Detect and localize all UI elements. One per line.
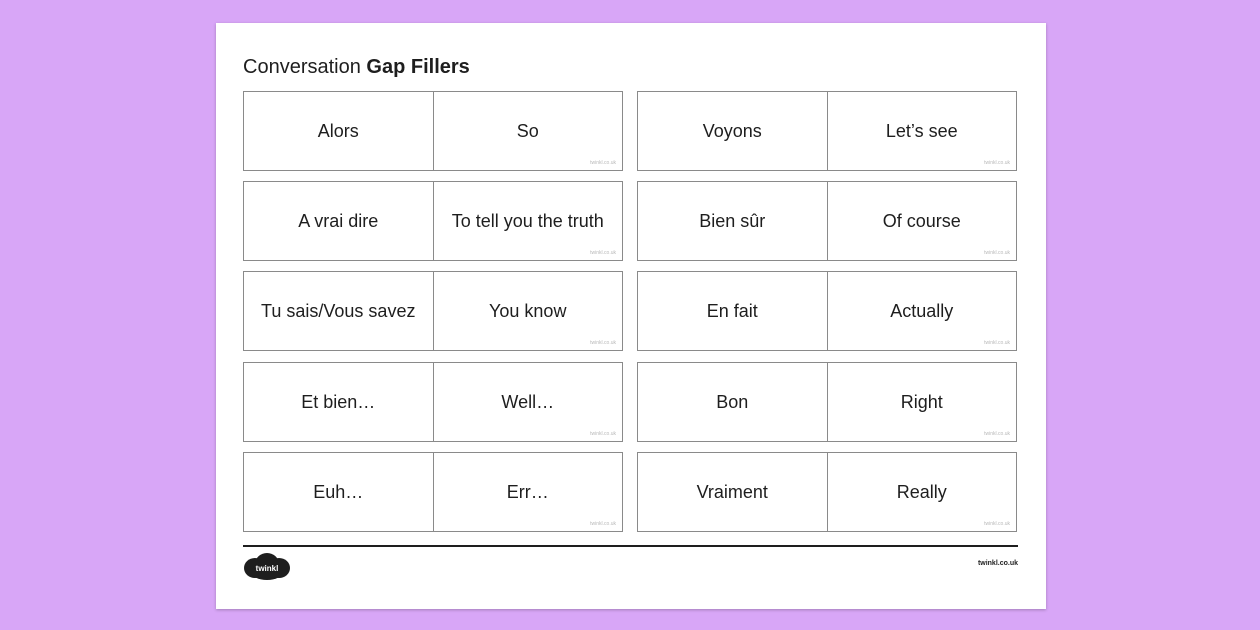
card-english-text: So <box>516 120 539 141</box>
card-french-phrase: A vrai dire <box>298 210 379 231</box>
card-english-text: Right <box>900 391 943 412</box>
flash-card <box>243 271 623 351</box>
card-english-phrase <box>433 182 623 260</box>
card-english-text: Of course <box>882 210 961 231</box>
card-english-phrase <box>827 92 1017 170</box>
card-french-phrase: Bon <box>716 391 749 412</box>
card-french-phrase: Bien sûr <box>699 210 766 231</box>
card-french-phrase: Euh… <box>313 481 364 502</box>
card-watermark: twinkl.co.uk <box>984 521 1010 527</box>
card-grid <box>216 23 1046 609</box>
logo-text: twinkl <box>255 564 279 573</box>
twinkl-logo-icon <box>243 552 291 582</box>
card-english-phrase <box>433 453 623 531</box>
card-english-phrase <box>827 272 1017 350</box>
card-french-phrase: Tu sais/Vous savez <box>261 300 416 321</box>
flash-card <box>637 271 1017 351</box>
card-french-phrase: Vraiment <box>696 481 768 502</box>
card-english-text: To tell you the truth <box>451 210 604 231</box>
flash-card <box>243 181 623 261</box>
card-english-text: Err… <box>506 481 549 502</box>
card-french-phrase: En fait <box>706 300 758 321</box>
card-watermark: twinkl.co.uk <box>984 431 1010 437</box>
card-french-phrase: Alors <box>317 120 359 141</box>
card-english-phrase <box>827 453 1017 531</box>
card-english-text: Really <box>896 481 947 502</box>
card-watermark: twinkl.co.uk <box>984 160 1010 166</box>
footer-divider <box>243 545 1018 547</box>
card-watermark: twinkl.co.uk <box>590 521 616 527</box>
card-english-phrase <box>433 92 623 170</box>
flash-card <box>637 181 1017 261</box>
card-english-text: Actually <box>890 300 954 321</box>
card-english-text: You know <box>489 300 567 321</box>
card-french-phrase: Et bien… <box>301 391 376 412</box>
flash-card <box>243 362 623 442</box>
card-watermark: twinkl.co.uk <box>984 250 1010 256</box>
footer-url: twinkl.co.uk <box>977 560 1018 567</box>
flash-card <box>637 452 1017 532</box>
card-watermark: twinkl.co.uk <box>590 160 616 166</box>
flash-card <box>243 91 623 171</box>
card-watermark: twinkl.co.uk <box>590 340 616 346</box>
card-english-phrase <box>827 182 1017 260</box>
card-english-text: Let’s see <box>885 120 958 141</box>
card-watermark: twinkl.co.uk <box>590 250 616 256</box>
card-english-phrase <box>433 272 623 350</box>
title-regular: Conversation <box>243 56 361 78</box>
flash-card <box>243 452 623 532</box>
worksheet <box>216 23 1046 609</box>
card-english-phrase <box>433 363 623 441</box>
card-french-phrase: Voyons <box>702 120 762 141</box>
flash-card <box>637 362 1017 442</box>
card-watermark: twinkl.co.uk <box>984 340 1010 346</box>
title-bold: Gap Fillers <box>366 56 470 78</box>
card-english-phrase <box>827 363 1017 441</box>
card-watermark: twinkl.co.uk <box>590 431 616 437</box>
flash-card <box>637 91 1017 171</box>
card-english-text: Well… <box>501 391 555 412</box>
